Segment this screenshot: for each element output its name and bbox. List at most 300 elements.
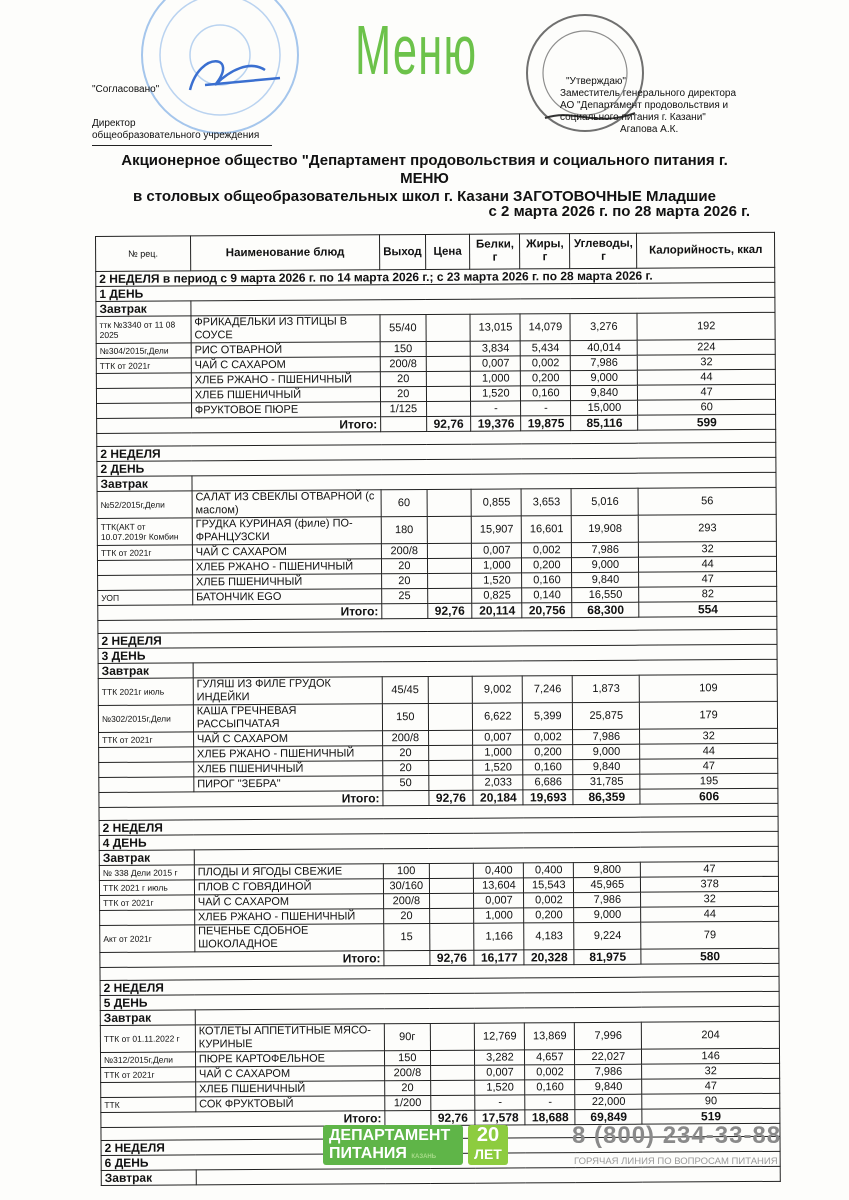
dish-protein: 0,400 [474,863,524,878]
dish-name: РИС ОТВАРНОЙ [191,342,380,358]
recipe-code [97,560,192,576]
total-protein: 19,376 [471,416,521,431]
total-carbs: 69,849 [575,1109,642,1124]
director-org-label: общеобразовательного учреждения [92,130,260,141]
anniversary-badge [468,1125,508,1165]
column-header: Калорийность, ккал [637,232,775,268]
dish-yield: 150 [385,1050,431,1065]
dish-carbs: 22,000 [575,1094,642,1109]
dish-yield: 50 [383,775,429,790]
recipe-code: УОП [98,590,193,606]
dish-fat: 0,200 [523,745,573,760]
dish-fat: 0,140 [522,588,572,603]
recipe-code: ТТК от 2021г [97,545,192,561]
dish-calories: 47 [642,1078,780,1094]
dish-protein: 0,825 [472,588,522,603]
dish-fat: 0,002 [524,893,574,908]
dish-calories: 32 [639,541,777,557]
recipe-code: №304/2015г,Дели [96,343,191,359]
approve-line-2: АО "Департамент продовольствия и [560,100,729,111]
dish-yield: 55/40 [380,314,426,341]
dish-calories: 146 [642,1048,780,1064]
dish-carbs: 7,996 [575,1022,642,1049]
logo-line-1: ДЕПАРТАМЕНТ [329,1127,451,1144]
dish-carbs: 7,986 [572,542,639,557]
dish-yield: 20 [382,573,428,588]
period-row-label: 2 НЕДЕЛЯ в период с 9 марта 2026 г. по 14 марта 2026 г.; с 23 марта 2026 г. по 28 марта 2026 г. [96,267,775,286]
dish-name: ХЛЕБ ПШЕНИЧНЫЙ [194,761,383,777]
dish-yield: 150 [382,703,428,730]
recipe-code: ттк №3340 от 11 08 2025 [96,316,191,344]
table-header [96,232,775,271]
dish-carbs: 7,986 [575,1064,642,1079]
dish-name: ЧАЙ С САХАРОМ [193,731,382,747]
meal-label: Завтрак [100,1010,195,1026]
dish-protein: 1,520 [473,760,523,775]
recipe-code: ТТК 2021г июль [98,678,193,706]
dish-carbs: 9,840 [573,759,640,774]
dish-protein: 6,622 [473,703,523,730]
dish-yield: 100 [383,863,429,878]
dish-name: ГУЛЯШ ИЗ ФИЛЕ ГРУДОК ИНДЕЙКИ [193,677,382,705]
dish-fat: 0,002 [525,1065,575,1080]
dish-price [430,1050,475,1065]
dish-carbs: 15,000 [571,400,638,415]
dish-protein: 12,769 [475,1023,525,1050]
dish-yield: 20 [382,558,428,573]
dish-fat: 16,601 [522,516,572,543]
dish-name: ХЛЕБ РЖАНО - ПШЕНИЧНЫЙ [191,372,380,388]
dish-name: ХЛЕБ РЖАНО - ПШЕНИЧНЫЙ [193,746,382,762]
dish-fat: 4,183 [524,923,574,950]
recipe-code: ТТК от 2021г [100,895,195,911]
dish-fat: 0,002 [521,356,571,371]
column-header: Наименование блюд [190,235,379,271]
dish-calories: 44 [638,369,776,385]
column-header: Белки, г [470,234,520,269]
meal-label: Завтрак [97,476,192,492]
total-label: Итого: [98,604,382,621]
week-row-label: 2 НЕДЕЛЯ [98,629,777,648]
dish-protein: 1,520 [475,1080,525,1095]
dish-name: ХЛЕБ ПШЕНИЧНЫЙ [196,1081,385,1097]
dish-yield: 200/8 [383,730,429,745]
period: с 2 марта 2026 г. по 28 марта 2026 г. [488,203,750,220]
dish-name: ХЛЕБ РЖАНО - ПШЕНИЧНЫЙ [194,909,383,925]
dish-yield: 20 [380,371,426,386]
dish-carbs: 9,840 [575,1079,642,1094]
recipe-code: ТТК от 2021г [101,1067,196,1083]
dish-name: ПИРОГ "ЗЕБРА" [194,776,383,792]
column-header: Углеводы, г [570,233,637,268]
dish-name: ЧАЙ С САХАРОМ [194,894,383,910]
dish-name: САЛАТ ИЗ СВЕКЛЫ ОТВАРНОЙ (с маслом) [192,490,381,518]
logo-line-2: ПИТАНИЯ [329,1145,407,1162]
dish-calories: 90 [642,1093,780,1109]
dish-price [426,371,471,386]
total-price: 92,76 [427,603,472,618]
dish-fat: 0,160 [523,760,573,775]
recipe-code: №312/2015г,Дели [100,1052,195,1068]
recipe-code: ТТК 2021 г июль [99,880,194,896]
day-row-label: 6 ДЕНЬ [101,1151,780,1170]
meal-label: Завтрак [99,850,194,866]
day-row-label: 3 ДЕНЬ [98,644,777,663]
dish-carbs: 5,016 [571,488,638,515]
dish-price [429,863,474,878]
dish-name: ХЛЕБ ПШЕНИЧНЫЙ [192,574,381,590]
hotline-label: ГОРЯЧАЯ ЛИНИЯ ПО ВОПРОСАМ ПИТАНИЯ [574,1156,778,1167]
dish-carbs: 7,986 [573,729,640,744]
dish-price [427,516,472,543]
dish-carbs: 7,986 [571,355,638,370]
week-row-label: 2 НЕДЕЛЯ [101,1136,780,1155]
recipe-code: ТТК от 2021г [99,732,194,748]
total-price: 92,76 [429,950,474,965]
subtitle: в столовых общеобразовательных школ г. Казани ЗАГОТОВОЧНЫЕ Младшие [133,188,716,205]
dish-calories: 32 [641,891,779,907]
meal-label: Завтрак [101,1170,196,1186]
day-row-label: 4 ДЕНЬ [99,831,778,850]
dish-calories: 32 [642,1063,780,1079]
dish-carbs: 9,224 [574,922,641,949]
total-fat: 19,693 [523,790,573,805]
dish-price [427,558,472,573]
dish-yield: 150 [380,341,426,356]
dish-price [430,1023,475,1050]
dish-carbs: 9,000 [574,907,641,922]
dish-carbs: 22,027 [575,1049,642,1064]
column-header: № рец. [96,236,191,272]
dish-carbs: 40,014 [570,340,637,355]
dish-carbs: 16,550 [572,587,639,602]
dish-yield: 200/8 [385,1065,431,1080]
total-calories: 519 [642,1108,780,1124]
total-fat: 20,756 [522,603,572,618]
day-row-label: 2 ДЕНЬ [97,457,776,476]
menu-title: МЕНЮ [400,170,449,187]
total-price: 92,76 [428,790,473,805]
total-calories: 599 [638,414,776,430]
dish-name: СОК ФРУКТОВЫЙ [196,1096,385,1112]
years-word: ЛЕТ [474,1146,502,1162]
approve-label: "Утверждаю" [566,76,626,87]
approve-name: Агапова А.К. [620,124,679,135]
total-price: 92,76 [430,1110,475,1125]
dish-row [97,487,776,518]
dish-protein: 0,007 [474,893,524,908]
dish-carbs: 9,000 [572,557,639,572]
dish-fat: - [521,401,571,416]
total-price: 92,76 [426,416,471,431]
total-fat: 18,688 [525,1110,575,1125]
dish-price [426,386,471,401]
dish-yield: 1/200 [385,1095,431,1110]
total-yield [382,603,428,618]
dish-name: ХЛЕБ РЖАНО - ПШЕНИЧНЫЙ [192,559,381,575]
dish-price [428,703,473,730]
dish-price [430,1080,475,1095]
dish-protein: 3,834 [471,341,521,356]
years-number: 20 [476,1124,500,1146]
dish-calories: 109 [640,674,778,702]
total-carbs: 81,975 [574,949,641,964]
total-label: Итого: [97,417,381,434]
column-header: Жиры, г [520,234,570,269]
dish-carbs: 9,800 [574,862,641,877]
recipe-code [97,403,192,419]
dish-row [100,921,779,952]
column-header: Выход [380,234,426,269]
dish-price [429,893,474,908]
dish-calories: 32 [638,354,776,370]
recipe-code: №52/2015г,Дели [97,491,192,519]
dish-calories: 47 [640,758,778,774]
week-row-label: 2 НЕДЕЛЯ [97,442,776,461]
department-logo [323,1125,463,1165]
menu-table [95,232,781,1186]
week-row-label: 2 НЕДЕЛЯ [100,976,779,995]
total-carbs: 86,359 [573,789,640,804]
dish-fat: 3,653 [521,489,571,516]
org-title: Акционерное общество "Департамент продовольствия и социального питания г. [121,152,728,169]
dish-yield: 20 [381,386,427,401]
dish-name: ЧАЙ С САХАРОМ [191,357,380,373]
column-header: Цена [425,234,470,269]
dish-price [430,1095,475,1110]
total-protein: 16,177 [474,950,524,965]
dish-name: ПЛОВ С ГОВЯДИНОЙ [194,879,383,895]
total-fat: 20,328 [524,950,574,965]
meal-label: Завтрак [96,301,191,317]
dish-carbs: 1,873 [573,675,640,702]
dish-price [427,588,472,603]
approve-line-3: социального питания г. Казани" [560,112,706,123]
dish-yield: 200/8 [384,893,430,908]
dish-price [429,923,474,950]
dish-row [100,1021,779,1052]
dish-price [428,730,473,745]
dish-fat: 0,002 [523,730,573,745]
dish-protein: 0,855 [471,489,521,516]
total-protein: 20,184 [473,790,523,805]
dish-price [430,1065,475,1080]
dish-name: ПЕЧЕНЬЕ СДОБНОЕ ШОКОЛАДНОЕ [195,924,384,952]
dish-carbs: 45,965 [574,877,641,892]
dish-calories: 47 [641,861,779,877]
recipe-code: ТТК [101,1097,196,1113]
recipe-code [100,910,195,926]
dish-price [427,573,472,588]
total-yield [383,790,429,805]
total-carbs: 85,116 [571,415,638,430]
total-yield [384,950,430,965]
dish-fat: 0,200 [521,371,571,386]
dish-protein: 1,520 [472,573,522,588]
dish-calories: 47 [639,571,777,587]
recipe-code [101,1082,196,1098]
dish-calories: 192 [637,312,775,340]
total-protein: 17,578 [475,1110,525,1125]
dish-fat: 5,434 [521,341,571,356]
recipe-code [99,777,194,793]
dish-name: КОТЛЕТЫ АППЕТИТНЫЕ МЯСО-КУРИНЫЕ [195,1024,384,1052]
recipe-code: № 338 Дели 2015 г [99,865,194,881]
dish-yield: 20 [383,745,429,760]
dish-protein: 0,007 [471,356,521,371]
dish-price [427,489,472,516]
dish-name: ЧАЙ С САХАРОМ [195,1066,384,1082]
dish-carbs: 3,276 [570,313,637,340]
dish-yield: 1/125 [381,401,427,416]
dish-fat: - [525,1095,575,1110]
dish-price [428,760,473,775]
dish-price [428,775,473,790]
dish-row [96,312,775,343]
dish-fat: 15,543 [524,878,574,893]
dish-fat: 0,200 [524,908,574,923]
dish-yield: 200/8 [380,356,426,371]
dish-yield: 30/160 [384,878,430,893]
dish-yield: 25 [382,588,428,603]
dish-carbs: 7,986 [574,892,641,907]
week-row-label: 2 НЕДЕЛЯ [99,816,778,835]
dish-protein: 0,007 [473,730,523,745]
dish-protein: - [475,1095,525,1110]
dish-protein: 3,282 [475,1050,525,1065]
dish-fat: 14,079 [520,314,570,341]
recipe-code: Акт от 2021г [100,925,195,953]
dish-price [426,314,471,341]
director-label: Директор [92,118,136,129]
dish-fat: 0,400 [524,863,574,878]
dish-protein: 1,166 [474,923,524,950]
menu-logo: Меню [355,11,478,89]
dish-calories: 56 [638,487,776,515]
dish-carbs: 9,840 [572,572,639,587]
dish-protein: 9,002 [473,676,523,703]
dish-name: ХЛЕБ ПШЕНИЧНЫЙ [191,387,380,403]
total-yield [381,416,427,431]
dish-calories: 82 [639,586,777,602]
dish-calories: 195 [640,773,778,789]
dish-carbs: 9,000 [571,370,638,385]
dish-carbs: 25,875 [573,702,640,729]
dish-calories: 293 [639,514,777,542]
dish-name: ПЮРЕ КАРТОФЕЛЬНОЕ [195,1051,384,1067]
dish-price [429,908,474,923]
dish-price [429,878,474,893]
dish-fat: 13,869 [525,1023,575,1050]
dish-price [427,543,472,558]
dish-carbs: 31,785 [573,774,640,789]
recipe-code: ТТК(АКТ от 10.07.2019г Комбин [97,518,192,546]
dish-yield: 90г [384,1023,430,1050]
approve-line-1: Заместитель генерального директора [560,88,737,99]
dish-carbs: 9,840 [571,385,638,400]
dish-protein: 13,015 [470,314,520,341]
total-protein: 20,114 [472,603,522,618]
dish-calories: 79 [641,921,779,949]
dish-name: ПЛОДЫ И ЯГОДЫ СВЕЖИЕ [194,864,383,880]
dish-protein: 1,000 [472,558,522,573]
dish-price [426,401,471,416]
dish-row [98,701,777,732]
dish-price [428,745,473,760]
dish-yield: 20 [385,1080,431,1095]
dish-calories: 204 [642,1021,780,1049]
meal-label: Завтрак [98,663,193,679]
day-row-label: 5 ДЕНЬ [100,991,779,1010]
dish-protein: 1,520 [471,386,521,401]
dish-protein: - [471,401,521,416]
recipe-code [96,388,191,404]
dish-fat: 0,160 [525,1080,575,1095]
dish-yield: 180 [381,516,427,543]
dish-price [428,676,473,703]
dish-yield: 20 [384,908,430,923]
dish-calories: 179 [640,701,778,729]
meal-row [101,1166,780,1185]
dish-calories: 224 [637,339,775,355]
dish-calories: 44 [641,906,779,922]
dish-yield: 20 [383,760,429,775]
total-yield [385,1110,431,1125]
recipe-code: ТТК от 2021г [96,358,191,374]
dish-name: ФРУКТОВОЕ ПЮРЕ [191,402,380,418]
day-row-label: 1 ДЕНЬ [96,282,775,301]
dish-fat: 7,246 [523,676,573,703]
dish-protein: 0,007 [475,1065,525,1080]
dish-calories: 47 [638,384,776,400]
dish-carbs: 9,000 [573,744,640,759]
dish-yield: 200/8 [381,543,427,558]
dish-calories: 44 [640,743,778,759]
dish-fat: 6,686 [523,775,573,790]
dish-calories: 378 [641,876,779,892]
dish-protein: 15,907 [472,516,522,543]
dish-price [426,341,471,356]
total-carbs: 68,300 [572,602,639,617]
agreed-label: "Согласовано" [92,84,160,95]
total-fat: 19,875 [521,416,571,431]
dish-fat: 0,160 [522,573,572,588]
dish-carbs: 19,908 [572,515,639,542]
recipe-code: ТТК от 01.11.2022 г [100,1025,195,1053]
dish-name: ФРИКАДЕЛЬКИ ИЗ ПТИЦЫ В СОУСЕ [191,315,380,343]
dish-name: БАТОНЧИК EGO [193,589,382,605]
dish-protein: 2,033 [473,775,523,790]
dish-row [98,674,777,705]
logo-city: КАЗАНЬ [411,1154,437,1160]
dish-calories: 60 [638,399,776,415]
recipe-code [98,575,193,591]
dish-fat: 4,657 [525,1050,575,1065]
recipe-code [96,373,191,389]
dish-price [426,356,471,371]
dish-fat: 5,399 [523,703,573,730]
dish-protein: 1,000 [474,908,524,923]
dish-name: КАША ГРЕЧНЕВАЯ РАССЫПЧАТАЯ [193,704,382,732]
dish-calories: 44 [639,556,777,572]
dish-fat: 0,002 [522,543,572,558]
total-calories: 554 [639,601,777,617]
dish-calories: 32 [640,728,778,744]
dish-yield: 15 [384,923,430,950]
recipe-code [99,762,194,778]
hotline-phone[interactable]: 8 (800) 234-33-88 [572,1122,782,1149]
total-label: Итого: [100,951,384,968]
